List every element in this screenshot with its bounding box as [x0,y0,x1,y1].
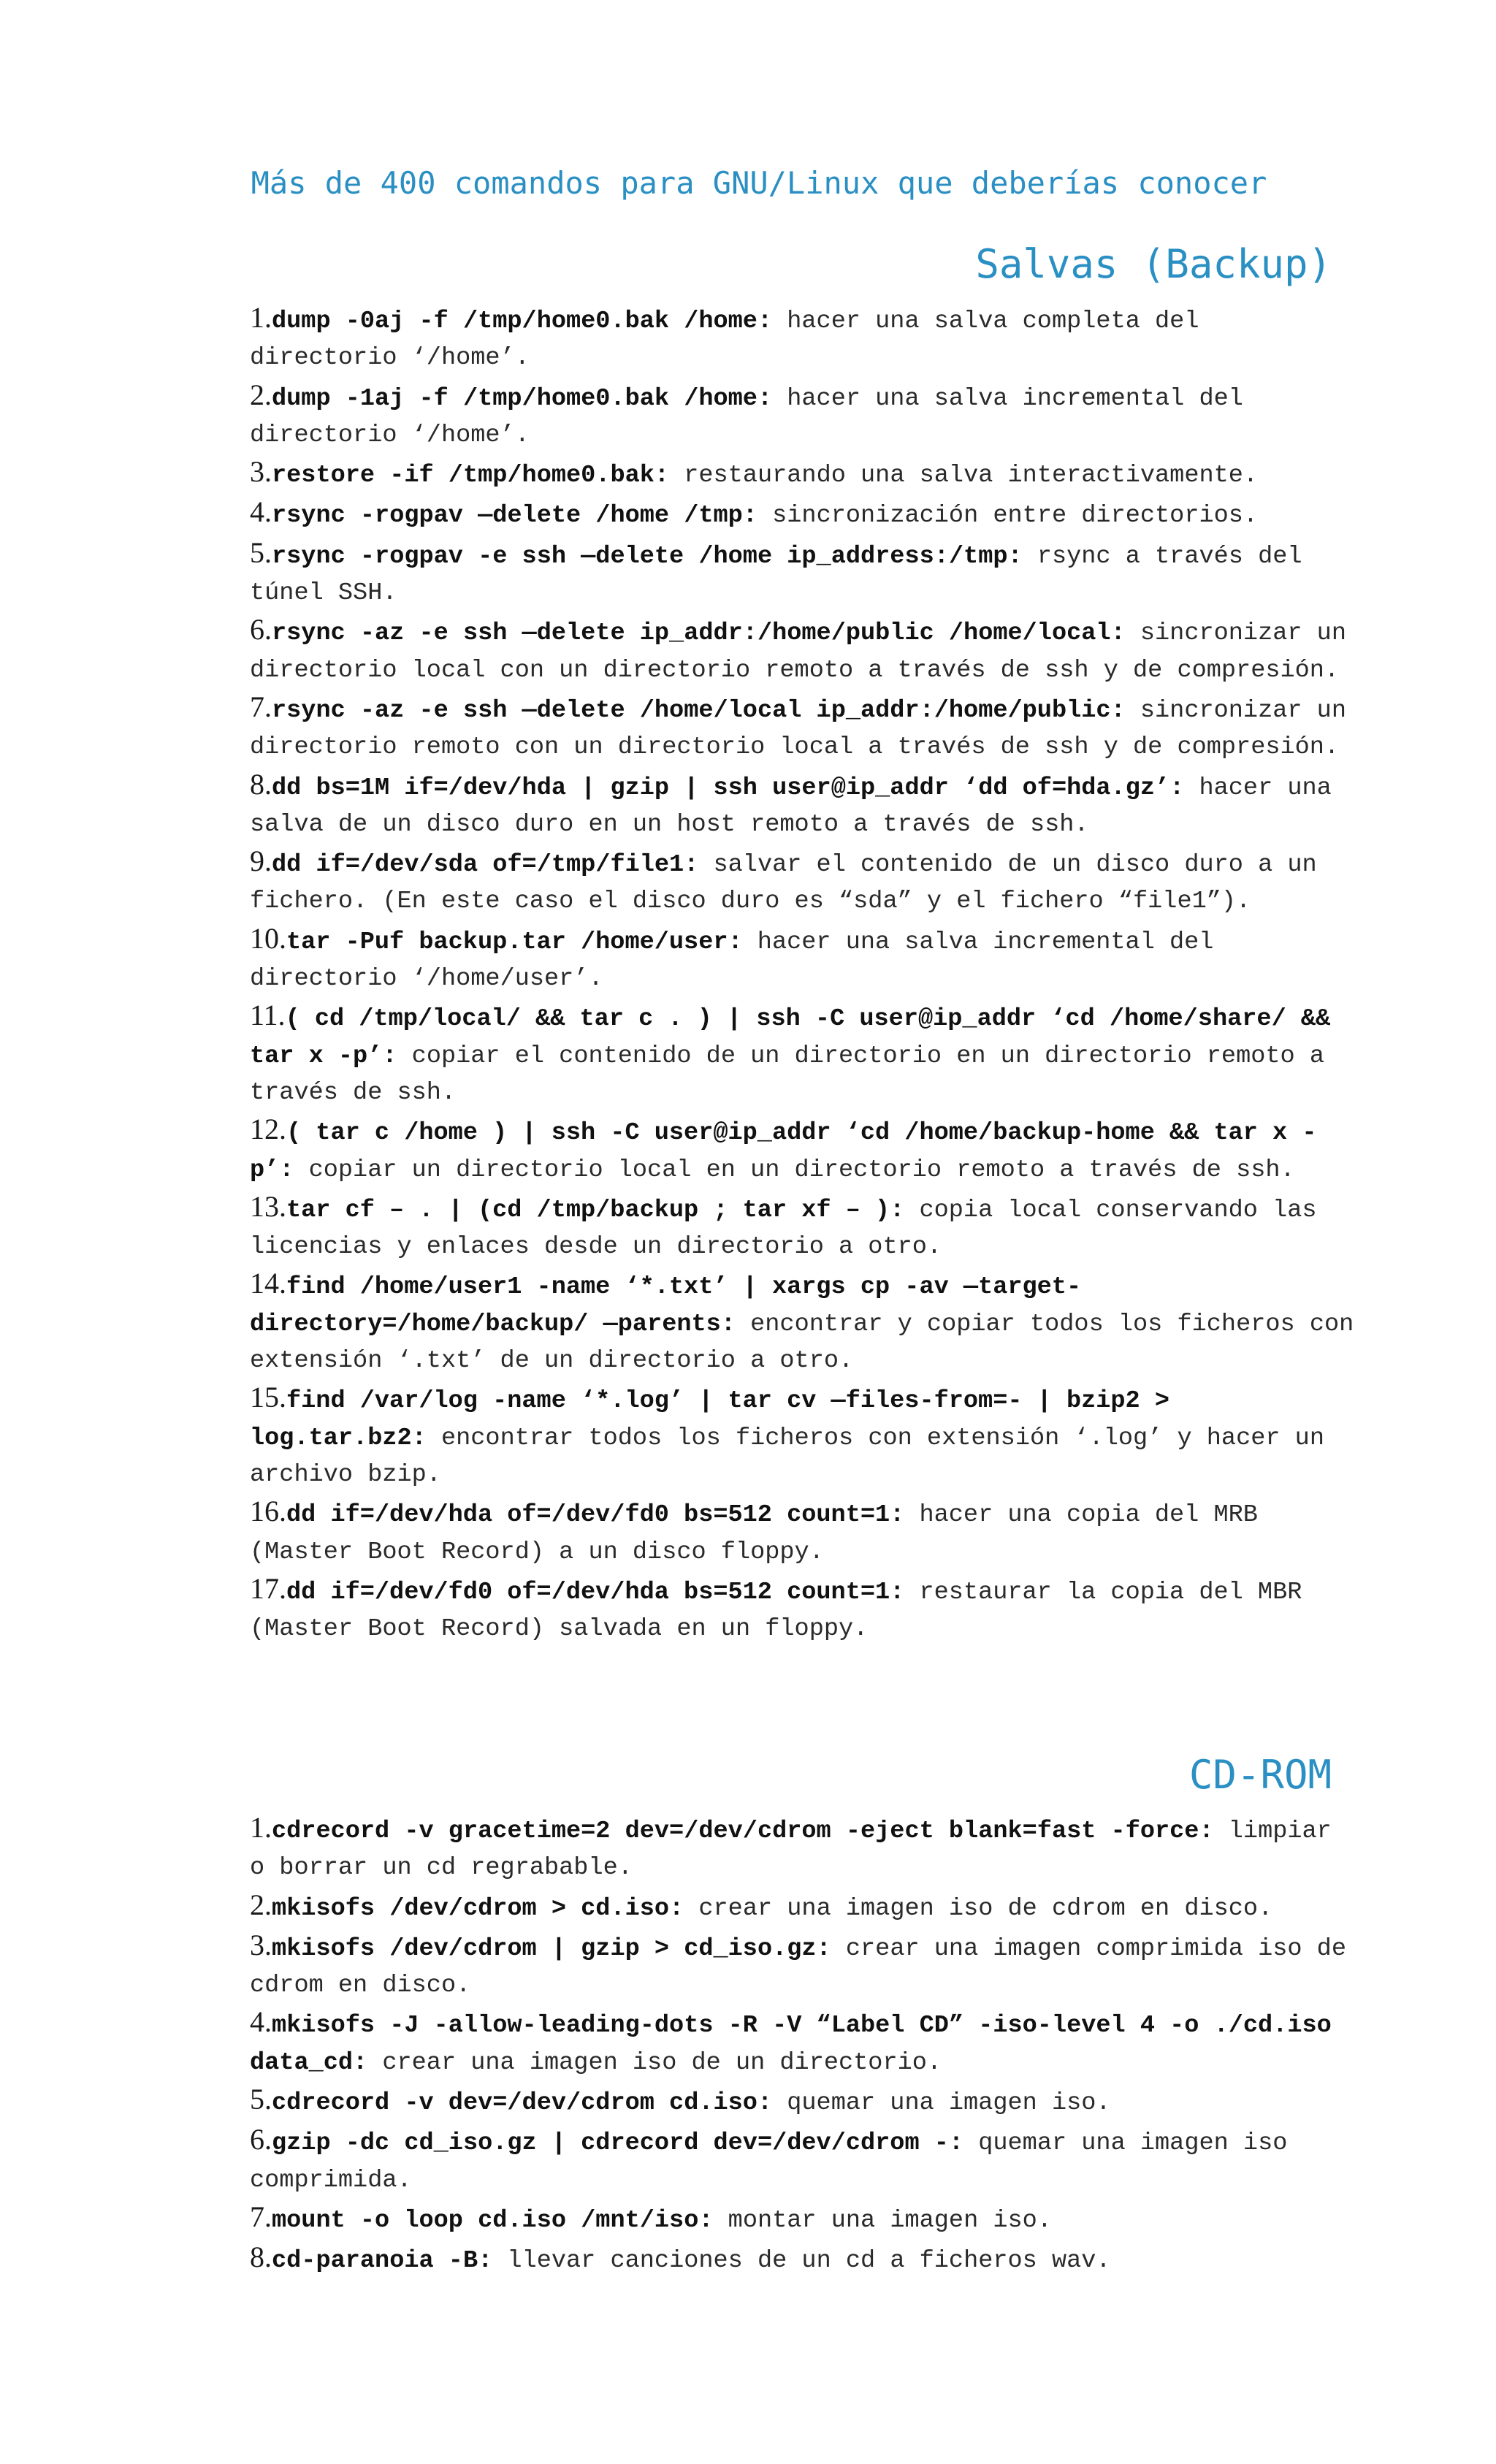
item-number: 8. [250,767,272,801]
section-heading-backup: Salvas (Backup) [975,241,1332,287]
command-text: cdrecord -v gracetime=2 dev=/dev/cdrom -eject blank=fast -force: [272,1818,1214,1845]
command-description: sincronizar un directorio local con un directorio remoto a través de ssh y de compresión. [250,619,1346,684]
list-item [250,2121,1360,2199]
command-text: mount -o loop cd.iso /mnt/iso: [272,2206,714,2235]
command-text: cdrecord -v dev=/dev/cdrom cd.iso: [272,2089,773,2118]
section-heading-cdrom: CD-ROM [1188,1752,1332,1798]
command-text: dd if=/dev/fd0 of=/dev/hda bs=512 count=1: [286,1578,905,1606]
item-number: 12. [250,1113,286,1146]
item-number: 5. [250,2083,272,2116]
command-description: copiar el contenido de un directorio en un directorio remoto a través de ssh. [250,1042,1324,1107]
list-item [250,1809,1360,1887]
list-item [250,454,1360,494]
item-number: 1. [250,1811,272,1844]
command-description: crear una imagen comprimida iso de cdrom en disco. [250,1934,1346,2000]
item-number: 2. [250,1888,272,1921]
command-text: dd bs=1M if=/dev/hda | gzip | ssh user@ip_addr ‘dd of=hda.gz’: [272,774,1185,802]
command-description: montar una imagen iso. [713,2206,1052,2235]
item-number: 11. [250,999,286,1032]
list-item [250,2081,1360,2121]
command-description: restaurando una salva interactivamente. [669,462,1259,490]
item-number: 3. [250,455,272,489]
command-description: encontrar todos los ficheros con extensión ‘.log’ y hacer un archivo bzip. [250,1424,1324,1489]
command-text: gzip -dc cd_iso.gz | cdrecord dev=/dev/cdrom -: [272,2129,964,2158]
command-text: mkisofs /dev/cdrom | gzip > cd_iso.gz: [272,1934,831,1963]
item-number: 4. [250,495,272,529]
command-text: rsync -az -e ssh —delete /home/local ip_addr:/home/public: [272,696,1126,725]
command-text: rsync -rogpav -e ssh —delete /home ip_address:/tmp: [272,542,1023,571]
command-text: cd-paranoia -B: [272,2247,493,2276]
command-text: rsync -az -e ssh —delete ip_addr:/home/public /home/local: [272,619,1126,648]
list-item [250,2199,1360,2239]
command-description: sincronización entre directorios. [757,502,1259,530]
list-item [250,1265,1360,1379]
command-description: hacer una salva incremental del directorio ‘/home’. [250,384,1243,449]
command-description: hacer una salva incremental del directorio ‘/home/user’. [250,928,1214,993]
item-number: 2. [250,378,272,411]
command-description: crear una imagen iso de cdrom en disco. [684,1894,1273,1923]
list-item [250,1189,1360,1266]
command-text: find /var/log -name ‘*.log’ | tar cv —files-from=- | bzip2 > log.tar.bz2: [250,1387,1170,1452]
page-title: Más de 400 comandos para GNU/Linux que deberías conocer [251,165,1267,201]
list-item [250,535,1360,612]
command-description: encontrar y copiar todos los ficheros con extensión ‘.txt’ de un directorio a otro. [250,1310,1354,1376]
item-number: 7. [250,2200,272,2233]
list-item [250,1379,1360,1493]
list-item [250,689,1360,766]
command-text: mkisofs /dev/cdrom > cd.iso: [272,1894,684,1923]
command-description: crear una imagen iso de un directorio. [367,2048,942,2077]
list-item [250,377,1360,454]
list-item [250,1111,1360,1189]
item-number: 6. [250,2123,272,2156]
command-description: restaurar la copia del MBR (Master Boot Record) salvada en un floppy. [250,1578,1302,1644]
item-number: 7. [250,690,272,723]
item-number: 9. [250,844,272,878]
command-text: find /home/user1 -name ‘*.txt’ | xargs cp -av —target-directory=/home/backup/ —parents: [250,1273,1082,1338]
command-text: rsync -rogpav —delete /home /tmp: [272,502,757,530]
item-number: 4. [250,2005,272,2039]
command-description: hacer una salva completa del directorio ‘/home’. [250,308,1199,373]
list-item [250,920,1360,998]
list-item [250,2004,1360,2081]
command-description: sincronizar un directorio remoto con un directorio local a través de ssh y de compresión. [250,696,1346,762]
command-description: quemar una imagen iso. [772,2089,1111,2118]
item-number: 13. [250,1189,286,1223]
command-text: tar cf – . | (cd /tmp/backup ; tar xf – ): [286,1196,905,1224]
list-item [250,843,1360,920]
list-item [250,1887,1360,1927]
command-description: copiar un directorio local en un directorio remoto a través de ssh. [294,1156,1295,1184]
command-text: ( tar c /home ) | ssh -C user@ip_addr ‘cd /home/backup-home && tar x -p’: [250,1119,1317,1184]
item-number: 5. [250,535,272,569]
command-description: salvar el contenido de un disco duro a un fichero. (En este caso el disco duro es “sda” y el fichero “file1”). [250,851,1317,916]
item-number: 15. [250,1381,286,1414]
item-number: 8. [250,2240,272,2274]
backup-command-list [250,300,1360,1647]
item-number: 14. [250,1267,286,1300]
command-description: limpiar o borrar un cd regrabable. [250,1818,1332,1883]
item-number: 1. [250,301,272,334]
list-item [250,1927,1360,2005]
command-text: ( cd /tmp/local/ && tar c . ) | ssh -C user@ip_addr ‘cd /home/share/ && tar x -p’: [250,1005,1331,1070]
cdrom-command-list [250,1809,1360,2280]
item-number: 10. [250,921,286,955]
command-text: dump -1aj -f /tmp/home0.bak /home: [272,384,773,413]
command-text: dump -0aj -f /tmp/home0.bak /home: [272,308,773,335]
item-number: 3. [250,1928,272,1961]
item-number: 17. [250,1571,286,1605]
command-description: llevar canciones de un cd a ficheros wav. [492,2247,1111,2276]
command-text: mkisofs -J -allow-leading-dots -R -V “Label CD” -iso-level 4 -o ./cd.iso data_cd: [250,2012,1332,2077]
list-item [250,766,1360,844]
command-description: quemar una imagen iso comprimida. [250,2129,1288,2194]
list-item [250,300,1360,377]
command-description: hacer una salva de un disco duro en un host remoto a través de ssh. [250,774,1332,839]
command-description: rsync a través del túnel SSH. [250,542,1302,608]
command-text: restore -if /tmp/home0.bak: [272,462,670,490]
command-description: copia local conservando las licencias y enlaces desde un directorio a otro. [250,1196,1317,1262]
item-number: 6. [250,613,272,646]
command-text: dd if=/dev/sda of=/tmp/file1: [272,851,699,880]
list-item [250,1493,1360,1571]
command-text: tar -Puf backup.tar /home/user: [286,928,743,956]
command-description: hacer una copia del MRB (Master Boot Record) a un disco floppy. [250,1501,1258,1566]
list-item [250,611,1360,689]
list-item [250,997,1360,1111]
list-item [250,2239,1360,2279]
item-number: 16. [250,1495,286,1528]
command-text: dd if=/dev/hda of=/dev/fd0 bs=512 count=1: [286,1501,905,1530]
list-item [250,1571,1360,1648]
list-item [250,494,1360,534]
